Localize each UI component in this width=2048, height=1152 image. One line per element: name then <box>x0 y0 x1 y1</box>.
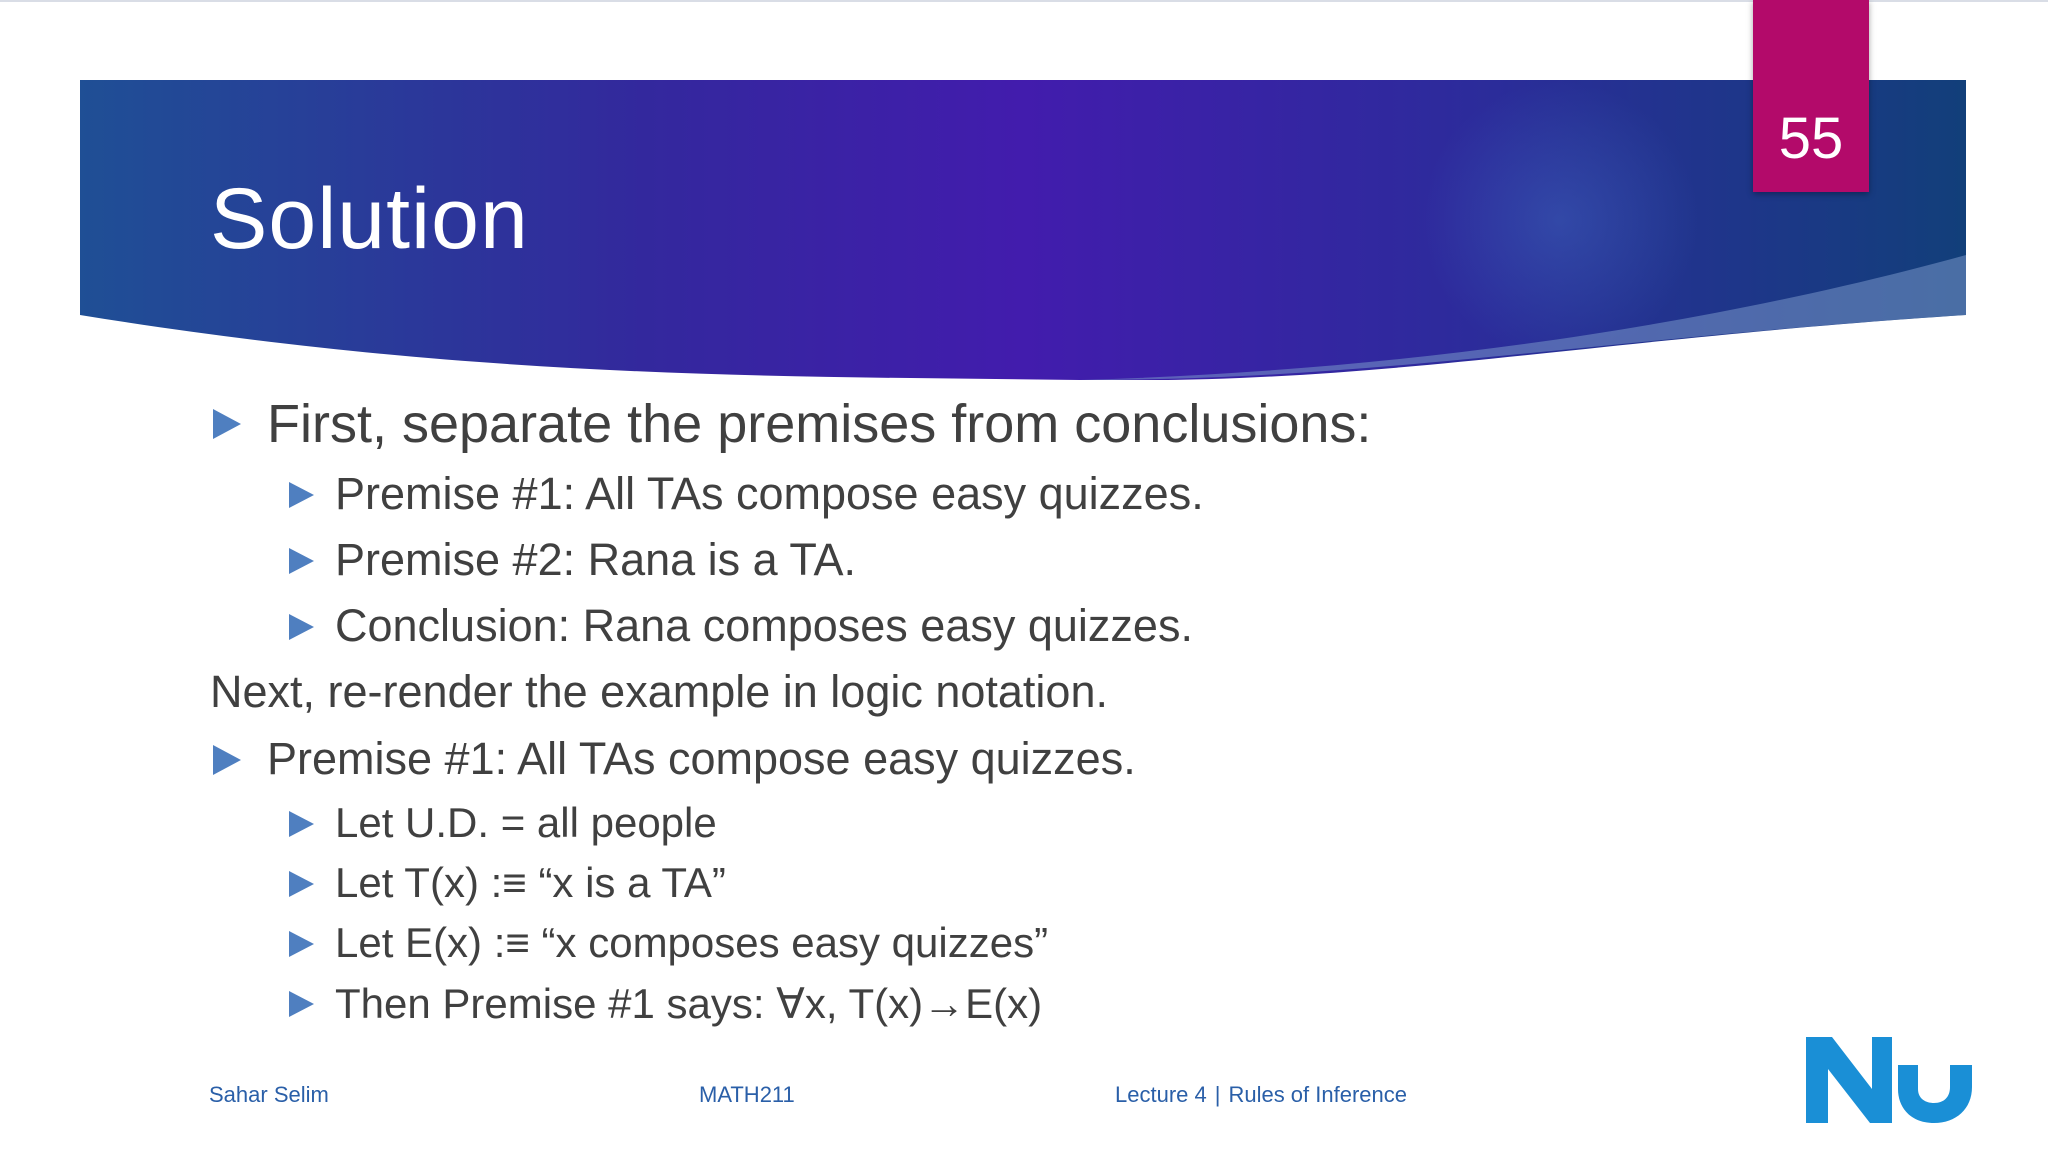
text-line: Premise #2: Rana is a TA. <box>335 534 857 585</box>
bullet-icon <box>289 931 314 957</box>
page-number: 55 <box>1778 106 1844 171</box>
bullet-icon <box>213 409 241 439</box>
text-line: Conclusion: Rana composes easy quizzes. <box>335 600 1193 651</box>
text-line: Let E(x) :≡ “x composes easy quizzes” <box>335 919 1049 966</box>
bullet-icon <box>289 991 314 1017</box>
footer-topic: Rules of Inference <box>1228 1082 1407 1107</box>
footer-separator: | <box>1214 1082 1221 1107</box>
text-line: Next, re-render the example in logic notation. <box>210 666 1108 717</box>
footer-lecture: Lecture 4 <box>1115 1082 1207 1107</box>
text-line: Then Premise #1 says: ∀x, T(x)→E(x) <box>335 980 1043 1027</box>
bullet-icon <box>289 548 314 574</box>
text-line: Premise #1: All TAs compose easy quizzes. <box>267 733 1136 784</box>
bullet-icon <box>289 482 314 508</box>
slide-title: Solution <box>210 171 529 267</box>
page-number-badge <box>1753 0 1869 192</box>
text-line: First, separate the premises from conclusions: <box>267 394 1372 454</box>
bullet-icon <box>289 614 314 640</box>
nu-logo <box>1806 1037 1972 1123</box>
bullet-icon <box>289 811 314 837</box>
text-line: Premise #1: All TAs compose easy quizzes. <box>335 468 1204 519</box>
top-border <box>0 0 2048 2</box>
text-line: Let U.D. = all people <box>335 799 717 846</box>
text-line: Let T(x) :≡ “x is a TA” <box>335 859 726 906</box>
footer-course: MATH211 <box>699 1082 795 1107</box>
footer-lecture-info <box>1115 1082 1407 1108</box>
footer-author: Sahar Selim <box>209 1082 329 1107</box>
bullet-icon <box>213 745 241 775</box>
bullet-icon <box>289 871 314 897</box>
